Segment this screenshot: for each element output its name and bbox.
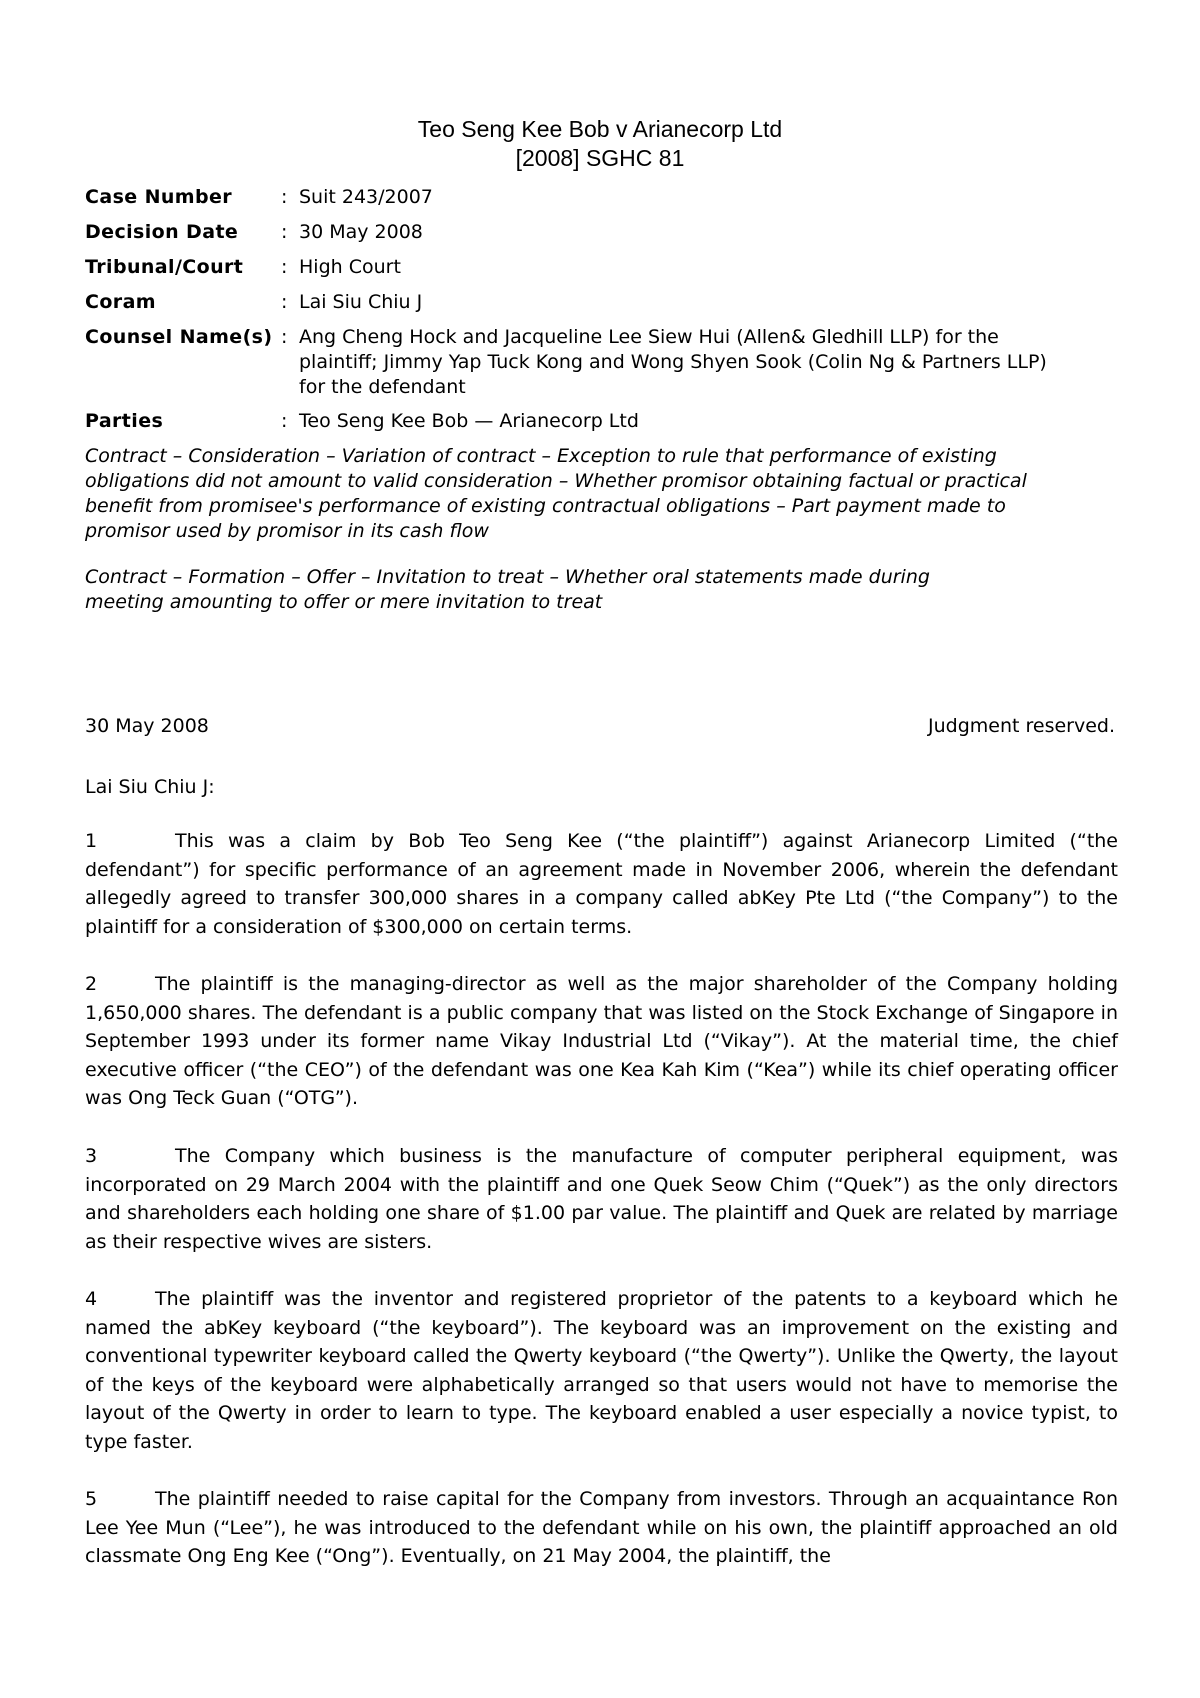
meta-value-counsel [299, 325, 1199, 400]
paragraph-number: 2 [85, 973, 98, 995]
catchwords-block-1 [85, 444, 1125, 544]
meta-label: Counsel Name(s) [85, 326, 273, 348]
catchword-line: benefit from promisee's performance of existing contractual obligations – Part payment made to [85, 495, 1006, 517]
paragraph-5 [85, 1485, 1118, 1571]
meta-label: Tribunal/Court [85, 256, 244, 278]
catchwords-block-2 [85, 565, 1125, 615]
date-line [85, 715, 1115, 737]
paragraph-number: 3 [85, 1145, 98, 1167]
paragraph-2 [85, 970, 1118, 1113]
case-citation: [2008] SGHC 81 [515, 145, 685, 171]
meta-colon: : [281, 291, 288, 313]
paragraph-number: 4 [85, 1288, 98, 1310]
paragraph-3 [85, 1142, 1118, 1256]
meta-label: Case Number [85, 186, 233, 208]
judgment-note: Judgment reserved. [927, 715, 1115, 737]
meta-label: Decision Date [85, 221, 239, 243]
catchword-line: obligations did not amount to valid consideration – Whether promisor obtaining factual or practical [85, 470, 1027, 492]
counsel-line: Ang Cheng Hock and Jacqueline Lee Siew Hui (Allen& Gledhill LLP) for the [299, 326, 999, 348]
meta-label: Coram [85, 291, 156, 313]
meta-value: 30 May 2008 [299, 221, 423, 243]
paragraph-4 [85, 1285, 1118, 1457]
catchword-line: promisor used by promisor in its cash flow [85, 520, 489, 542]
meta-value: Suit 243/2007 [299, 186, 433, 208]
paragraph-number: 5 [85, 1488, 98, 1510]
paragraph-text: The plaintiff needed to raise capital for the Company from investors. Through an acquaintance Ron Lee Yee Mun (“Lee”), he was introduced to the defendant while on his own, the plaintiff approached an old classmate Ong Eng Kee (“Ong”). Eventually, on 21 May 2004, the plaintiff, the [85, 1488, 1118, 1568]
counsel-line: plaintiff; Jimmy Yap Tuck Kong and Wong Shyen Sook (Colin Ng & Partners LLP) [299, 351, 1047, 373]
meta-value: Lai Siu Chiu J [299, 291, 423, 313]
meta-colon: : [281, 326, 288, 348]
judgment-date: 30 May 2008 [85, 715, 209, 737]
paragraph-number: 1 [85, 830, 98, 852]
paragraph-text: This was a claim by Bob Teo Seng Kee (“the plaintiff”) against Arianecorp Limited (“the defendant”) for specific performance of an agreement made in November 2006, wherein the defendant allegedly agreed to transfer 300,000 shares in a company called abKey Pte Ltd (“the Company”) to the plaintiff for a consideration of $300,000 on certain terms. [85, 830, 1118, 938]
catchword-line: meeting amounting to offer or mere invitation to treat [85, 591, 603, 613]
catchword-line: Contract – Consideration – Variation of contract – Exception to rule that performance of existing [85, 445, 997, 467]
meta-colon: : [281, 256, 288, 278]
paragraph-text: The plaintiff is the managing-director as well as the major shareholder of the Company holding 1,650,000 shares. The defendant is a public company that was listed on the Stock Exchange of Singapore in September 1993 under its former name Vikay Industrial Ltd (“Vikay”). At the material time, the chief executive officer (“the CEO”) of the defendant was one Kea Kah Kim (“Kea”) while its chief operating officer was Ong Teck Guan (“OTG”). [85, 973, 1118, 1110]
meta-colon: : [281, 410, 288, 432]
meta-colon: : [281, 221, 288, 243]
paragraph-text: The Company which business is the manufacture of computer peripheral equipment, was incorporated on 29 March 2004 with the plaintiff and one Quek Seow Chim (“Quek”) as the only directors and shareholders each holding one share of $1.00 par value. The plaintiff and Quek are related by marriage as their respective wives are sisters. [85, 1145, 1118, 1253]
paragraph-1 [85, 827, 1118, 941]
paragraph-text: The plaintiff was the inventor and registered proprietor of the patents to a keyboard which he named the abKey keyboard (“the keyboard”). The keyboard was an improvement on the existing and conventional typewriter keyboard called the Qwerty keyboard (“the Qwerty”). Unlike the Qwerty, the layout of the keys of the keyboard were alphabetically arranged so that users would not have to memorise the layout of the Qwerty in order to learn to type. The keyboard enabled a user especially a novice typist, to type faster. [85, 1288, 1118, 1453]
meta-value: High Court [299, 256, 401, 278]
meta-label: Parties [85, 410, 164, 432]
catchword-line: Contract – Formation – Offer – Invitation to treat – Whether oral statements made during [85, 566, 930, 588]
meta-row-counsel [85, 325, 1125, 405]
meta-value: Teo Seng Kee Bob — Arianecorp Ltd [299, 410, 639, 432]
judge-line: Lai Siu Chiu J: [85, 776, 215, 798]
case-title: Teo Seng Kee Bob v Arianecorp Ltd [417, 116, 783, 142]
counsel-line: for the defendant [299, 376, 466, 398]
meta-colon: : [281, 186, 288, 208]
